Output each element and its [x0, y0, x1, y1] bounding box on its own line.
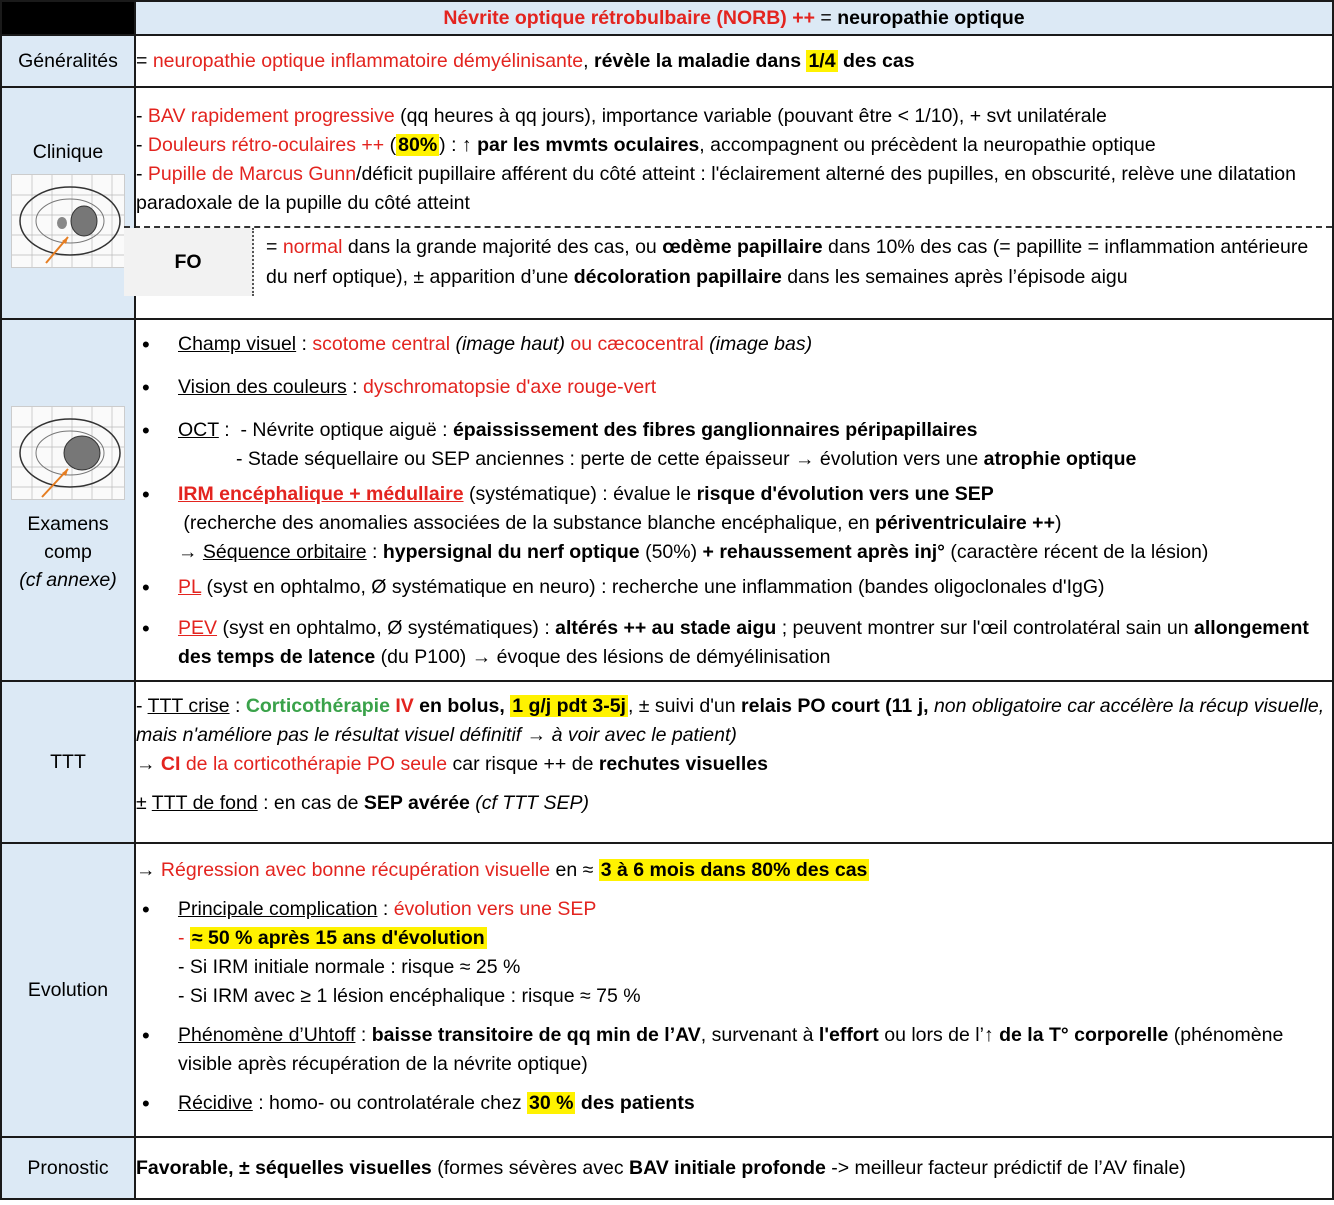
clinique-line-1: [136, 102, 1332, 131]
bullet: •: [142, 616, 150, 641]
text: ) :: [439, 134, 462, 156]
text: dans 10% des cas (= papillite = inflammation antérieure du nerf optique), ± apparition d’une: [266, 236, 1309, 288]
text: scotome central: [312, 333, 451, 355]
text: Principale complication: [178, 898, 378, 920]
header-title: [135, 1, 1333, 35]
bullet: •: [142, 1023, 150, 1048]
text: -: [136, 134, 148, 156]
text: (syst en ophtalmo, Ø systématiques) :: [217, 617, 556, 639]
label-text: Clinique: [32, 141, 104, 163]
cell-examens: [135, 319, 1333, 681]
label-generalites: [1, 35, 135, 87]
label-text: (cf annexe): [19, 569, 117, 591]
cell-generalites: [135, 35, 1333, 87]
text: :: [355, 1024, 372, 1046]
label-pronostic: [1, 1137, 135, 1199]
title-red: Névrite optique rétrobulbaire (NORB) ++: [443, 6, 815, 29]
text: Douleurs rétro-oculaires ++: [147, 134, 385, 156]
text: 3 à 6 mois dans 80% des cas: [600, 859, 868, 881]
label-text: Pronostic: [27, 1157, 109, 1179]
text: =: [266, 236, 283, 258]
text: ; peuvent montrer sur l'œil controlatéral sain un: [776, 617, 1195, 639]
text: car risque ++ de: [447, 753, 599, 775]
label-ttt: [1, 681, 135, 843]
text: ou lors de l’: [878, 1024, 984, 1046]
text: TTT de fond: [151, 792, 258, 814]
text: , survenant à: [700, 1024, 819, 1046]
bullet: •: [142, 332, 150, 357]
text: 80%: [398, 134, 438, 156]
text: →: [136, 859, 161, 881]
text: PEV: [178, 617, 218, 639]
text: - Stade séquellaire ou SEP anciennes : perte de cette épaisseur → évolution vers une: [236, 448, 984, 470]
text: (recherche des anomalies associées de la substance blanche encéphalique, en: [178, 512, 876, 534]
label-evolution: [1, 843, 135, 1137]
ttt-fond: [136, 789, 1332, 818]
text: ou cæcocentral: [564, 333, 704, 355]
list-item: [136, 573, 1332, 602]
text: -: [136, 695, 148, 717]
text: ,: [583, 49, 594, 72]
text: l'effort: [818, 1024, 879, 1046]
text: : - Névrite optique aiguë :: [218, 419, 453, 441]
text: normal: [282, 236, 343, 258]
bullet: •: [142, 1091, 150, 1116]
text: :: [377, 898, 394, 920]
text: BAV rapidement progressive: [147, 105, 395, 127]
cell-ttt: [135, 681, 1333, 843]
bullet: •: [142, 897, 150, 922]
text: ↑ de la T° corporelle: [983, 1024, 1169, 1046]
ttt-crise: [136, 692, 1332, 750]
text: neuropathie optique inflammatoire démyélinisante: [152, 49, 584, 72]
list-item: [136, 1089, 1332, 1118]
text: atrophie optique: [983, 448, 1137, 470]
fo-section: [124, 226, 1334, 296]
visual-field-icon: [11, 174, 125, 268]
text: OCT: [178, 419, 219, 441]
clinique-line-2: [136, 131, 1332, 160]
text: (caractère récent de la lésion): [944, 541, 1209, 563]
text: /déficit pupillaire afférent du côté atteint : l'éclairement alterné des pupilles, en obscurité, relève une dilatation paradoxale de la pupille du côté atteint: [136, 163, 1296, 214]
text: ): [1054, 512, 1062, 534]
text: (image haut): [450, 333, 565, 355]
text: -: [178, 927, 190, 949]
bullet: •: [142, 482, 150, 507]
text: : homo- ou controlatérale chez: [252, 1092, 528, 1114]
text: relais PO court (11 j,: [741, 695, 934, 717]
evolution-list: [136, 895, 1332, 1118]
text: ≈ 50 % après 15 ans d'évolution: [191, 927, 485, 949]
text: décoloration papillaire: [573, 266, 782, 288]
bullet: •: [142, 575, 150, 600]
text: , accompagnent ou précèdent la neuropathie optique: [699, 134, 1156, 156]
text: - Si IRM avec ≥ 1 lésion encéphalique : risque ≈ 75 %: [178, 985, 641, 1007]
text: dans la grande majorité des cas, ou: [342, 236, 663, 258]
ttt-ci: [136, 750, 1332, 779]
label-text: comp: [44, 541, 92, 563]
label-text: Généralités: [18, 50, 118, 72]
text: révèle la maladie dans: [594, 49, 807, 72]
text: non obligatoire car accélère la récup visuelle, mais n'améliore pas le résultat visuel définitif → à voir avec le patient): [136, 695, 1325, 746]
text: IRM encéphalique + médullaire: [178, 483, 464, 505]
title-black: neuropathie optique: [837, 6, 1025, 29]
text: (phénomène visible après récupération de la névrite optique): [178, 1024, 1284, 1075]
text: -: [136, 163, 148, 185]
text: œdème papillaire: [662, 236, 823, 258]
text: 1 g/j pdt 3-5j: [512, 695, 626, 717]
clinique-line-3: [136, 160, 1332, 218]
text: Séquence orbitaire: [202, 541, 367, 563]
text: dans les semaines après l’épisode aigu: [781, 266, 1128, 288]
text: risque d'évolution vers une SEP: [696, 483, 994, 505]
cell-evolution: [135, 843, 1333, 1137]
text: de la corticothérapie PO seule: [180, 753, 448, 775]
text: (cf TTT SEP): [469, 792, 589, 814]
text: ↑ par les mvmts oculaires: [461, 134, 700, 156]
text: -: [136, 105, 148, 127]
text: : en cas de: [257, 792, 364, 814]
text: hypersignal du nerf optique: [382, 541, 640, 563]
text: périventriculaire ++: [875, 512, 1055, 534]
title-eq: =: [815, 6, 838, 29]
text: Phénomène d’Uhtoff: [178, 1024, 356, 1046]
text: des patients: [575, 1092, 695, 1114]
text: Régression avec bonne récupération visuelle: [160, 859, 551, 881]
text: évolution vers une SEP: [393, 898, 597, 920]
list-item: [136, 330, 1332, 359]
text: TTT crise: [147, 695, 230, 717]
text: altérés ++ au stade aigu: [555, 617, 777, 639]
text: - Si IRM initiale normale : risque ≈ 25 %: [178, 956, 521, 978]
text: FO: [174, 250, 202, 273]
text: épaississement des fibres ganglionnaires péripapillaires: [452, 419, 978, 441]
text: , ± suivi d'un: [627, 695, 742, 717]
text: (syst en ophtalmo, Ø systématique en neuro) : recherche une inflammation (bandes oligoclonales d'IgG): [201, 576, 1105, 598]
text: (qq heures à qq jours), importance variable (pouvant être < 1/10), + svt unilatérale: [394, 105, 1107, 127]
label-text: Examens: [27, 513, 109, 535]
fo-label: [124, 228, 254, 296]
text: (: [384, 134, 397, 156]
text: (50%): [639, 541, 703, 563]
text: =: [136, 49, 153, 72]
text: CI: [160, 753, 181, 775]
text: Favorable: [136, 1156, 229, 1179]
text: :: [296, 333, 313, 355]
text: 30 %: [529, 1092, 574, 1114]
text: (du P100) → évoque des lésions de démyélinisation: [375, 646, 831, 668]
text: IV: [389, 695, 414, 717]
text: (systématique) : évalue le: [463, 483, 697, 505]
text: (formes sévères avec: [431, 1156, 630, 1179]
text: ±: [136, 792, 152, 814]
label-clinique: [1, 87, 135, 319]
text: , ± séquelles visuelles: [228, 1156, 432, 1179]
list-item: [136, 416, 1332, 474]
text: →: [178, 541, 203, 563]
label-text: TTT: [50, 751, 86, 773]
list-item: [136, 373, 1332, 402]
text: Récidive: [178, 1092, 253, 1114]
text: des cas: [837, 49, 915, 72]
list-item: [136, 614, 1332, 672]
text: -> meilleur facteur prédictif de l’AV finale): [825, 1156, 1186, 1179]
text: :: [229, 695, 246, 717]
visual-field-icon: [11, 406, 125, 500]
text: 1/4: [808, 49, 836, 72]
list-item: [136, 480, 1332, 567]
examens-list: [136, 330, 1332, 672]
text: :: [346, 376, 364, 398]
fo-text: [254, 228, 1334, 296]
text: allongement des temps de latence: [178, 617, 1309, 668]
list-item: [136, 1021, 1332, 1079]
text: baisse transitoire de qq min de l’AV: [371, 1024, 701, 1046]
text: Corticothérapie: [245, 695, 390, 717]
text: Vision des couleurs: [178, 376, 347, 398]
text: en ≈: [550, 859, 599, 881]
cell-pronostic: [135, 1137, 1333, 1199]
text: PL: [178, 576, 202, 598]
text: en bolus,: [413, 695, 511, 717]
bullet: •: [142, 375, 150, 400]
bullet: •: [142, 418, 150, 443]
header-corner: [1, 1, 135, 35]
label-examens: [1, 319, 135, 681]
list-item: [136, 895, 1332, 1011]
text: rechutes visuelles: [598, 753, 768, 775]
text: + rehaussement après inj°: [702, 541, 945, 563]
cell-clinique: [135, 87, 1333, 319]
text: SEP avérée: [363, 792, 470, 814]
text: Pupille de Marcus Gunn: [147, 163, 357, 185]
text: BAV initiale profonde: [629, 1156, 826, 1179]
text: →: [136, 753, 161, 775]
text: Champ visuel: [178, 333, 297, 355]
text: dyschromatopsie d'axe rouge-vert: [363, 376, 657, 398]
label-text: Evolution: [27, 979, 109, 1001]
evolution-regression: [136, 856, 1332, 885]
text: (image bas): [703, 333, 813, 355]
text: :: [366, 541, 383, 563]
